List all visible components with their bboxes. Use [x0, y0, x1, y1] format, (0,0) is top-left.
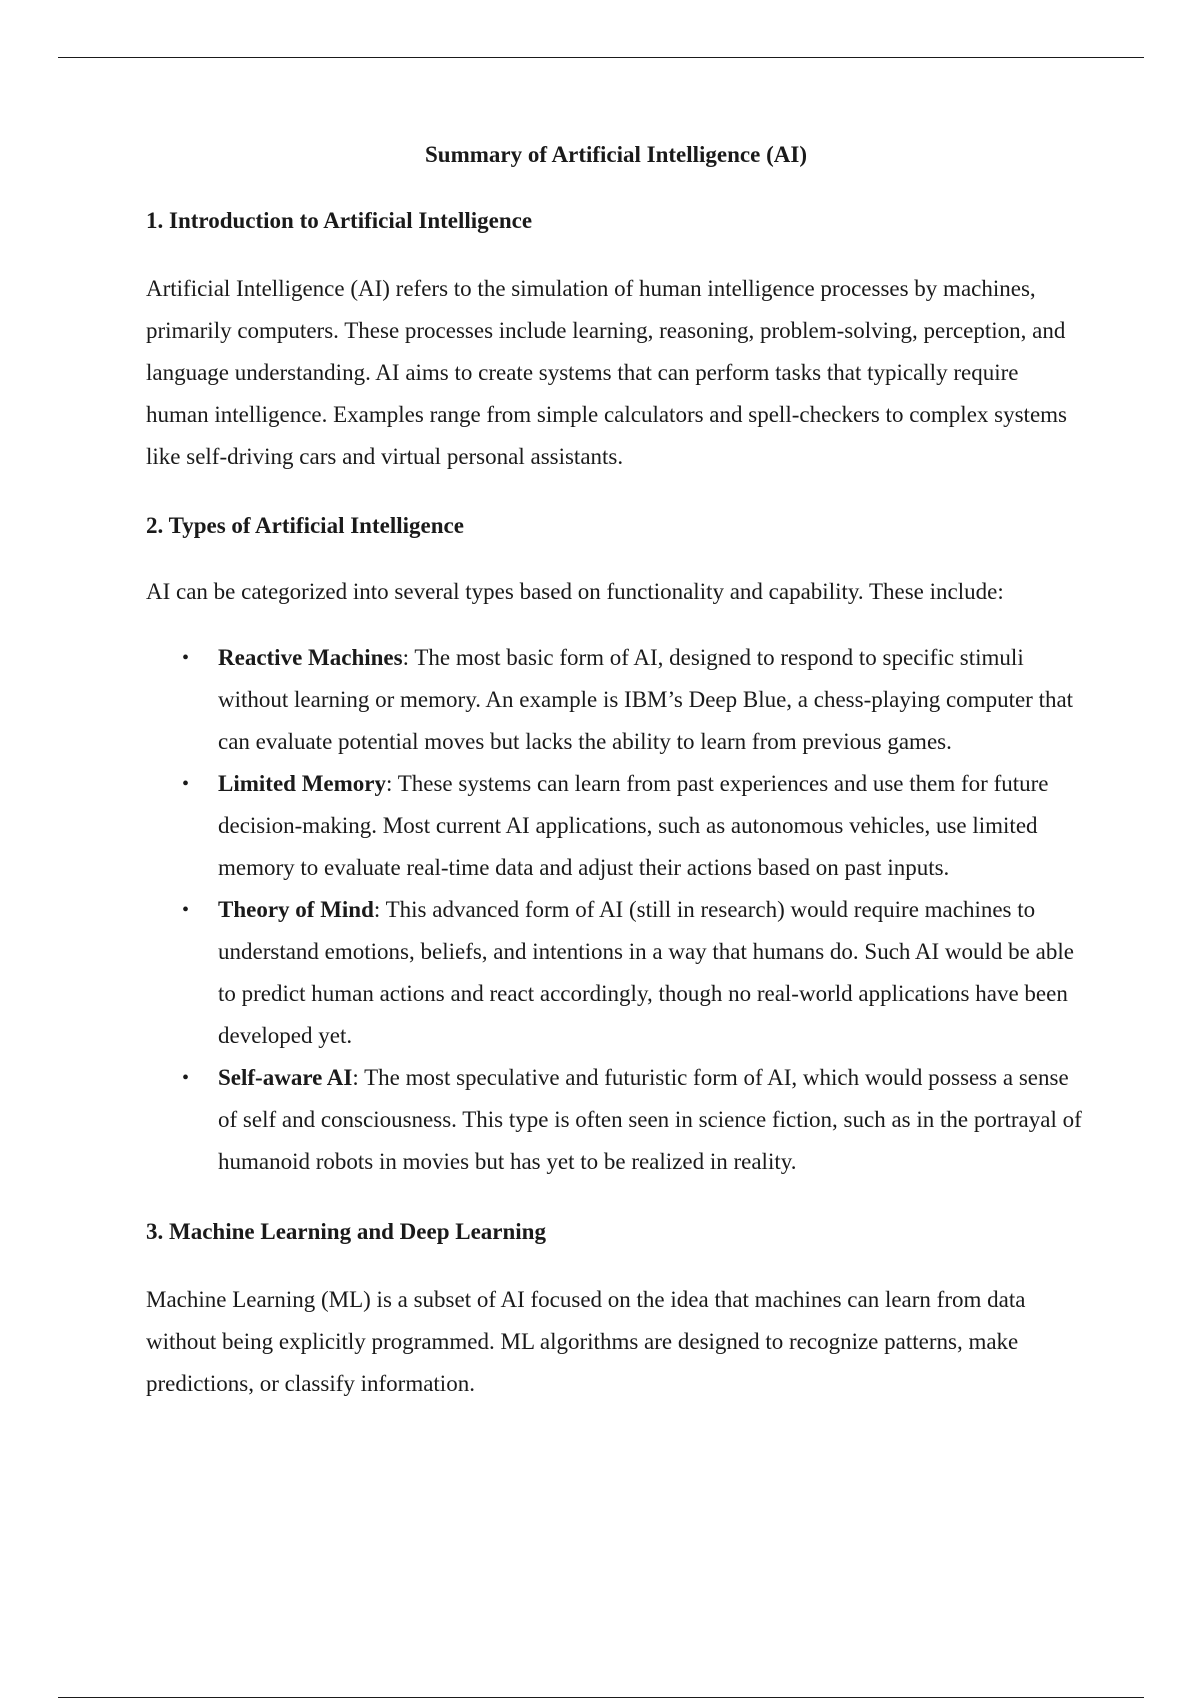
document-title: Summary of Artificial Intelligence (AI) — [425, 142, 807, 167]
section-heading-machine-learning: 3. Machine Learning and Deep Learning — [146, 1218, 546, 1244]
section-paragraph-types: AI can be categorized into several types based on functionality and capability. These include: — [146, 578, 1004, 604]
section-paragraph-machine-learning: Machine Learning (ML) is a subset of AI focused on the idea that machines can learn from data without being explicitly programmed. ML algorithms are designed to recognize patterns, make predictions, or classify information. — [146, 1286, 1026, 1396]
bullet-item-limited-memory — [146, 763, 1086, 889]
header-rule — [58, 57, 1144, 58]
bullet-icon: • — [182, 646, 190, 669]
section-heading-introduction: 1. Introduction to Artificial Intelligence — [146, 207, 533, 233]
bullet-text: : This advanced form of AI (still in research) would require machines to understand emotions, beliefs, and intentions in a way that humans do. Such AI would be able to predict human actions and react accordingly, though no real-world applications have been developed yet. — [218, 896, 1074, 1048]
section-heading-types: 2. Types of Artificial Intelligence — [146, 512, 464, 538]
footer-rule — [58, 1697, 1144, 1698]
bullet-term: Theory of Mind — [218, 896, 374, 922]
bullet-term: Reactive Machines — [218, 644, 403, 670]
bullet-text: : The most basic form of AI, designed to respond to specific stimuli without learning or memory. An example is IBM’s Deep Blue, a chess-playing computer that can evaluate potential moves but lacks the ability to learn from previous games. — [218, 644, 1074, 754]
bullet-icon: • — [182, 898, 190, 921]
document-body — [146, 140, 1086, 1405]
bullet-item-self-aware-ai — [146, 1057, 1086, 1183]
bullet-item-reactive-machines — [146, 637, 1086, 763]
section-paragraph-introduction: Artificial Intelligence (AI) refers to the simulation of human intelligence processes by machines, primarily computers. These processes include learning, reasoning, problem-solving, perception, and language understanding. AI aims to create systems that can perform tasks that typically require human intelligence. Examples range from simple calculators and spell-checkers to complex systems like self-driving cars and virtual personal assistants. — [146, 275, 1067, 469]
bullet-item-theory-of-mind — [146, 889, 1086, 1057]
bullet-icon: • — [182, 1066, 190, 1089]
bullet-term: Self-aware AI — [218, 1064, 353, 1090]
bullet-term: Limited Memory — [218, 770, 386, 796]
bullet-text: : The most speculative and futuristic form of AI, which would possess a sense of self and consciousness. This type is often seen in science fiction, such as in the portrayal of humanoid robots in movies but has yet to be realized in reality. — [218, 1064, 1082, 1174]
bullet-text: : These systems can learn from past experiences and use them for future decision-making. Most current AI applications, such as autonomous vehicles, use limited memory to evaluate real-time data and adjust their actions based on past inputs. — [218, 770, 1049, 880]
bullet-icon: • — [182, 772, 190, 795]
types-bullet-list — [146, 637, 1086, 1183]
